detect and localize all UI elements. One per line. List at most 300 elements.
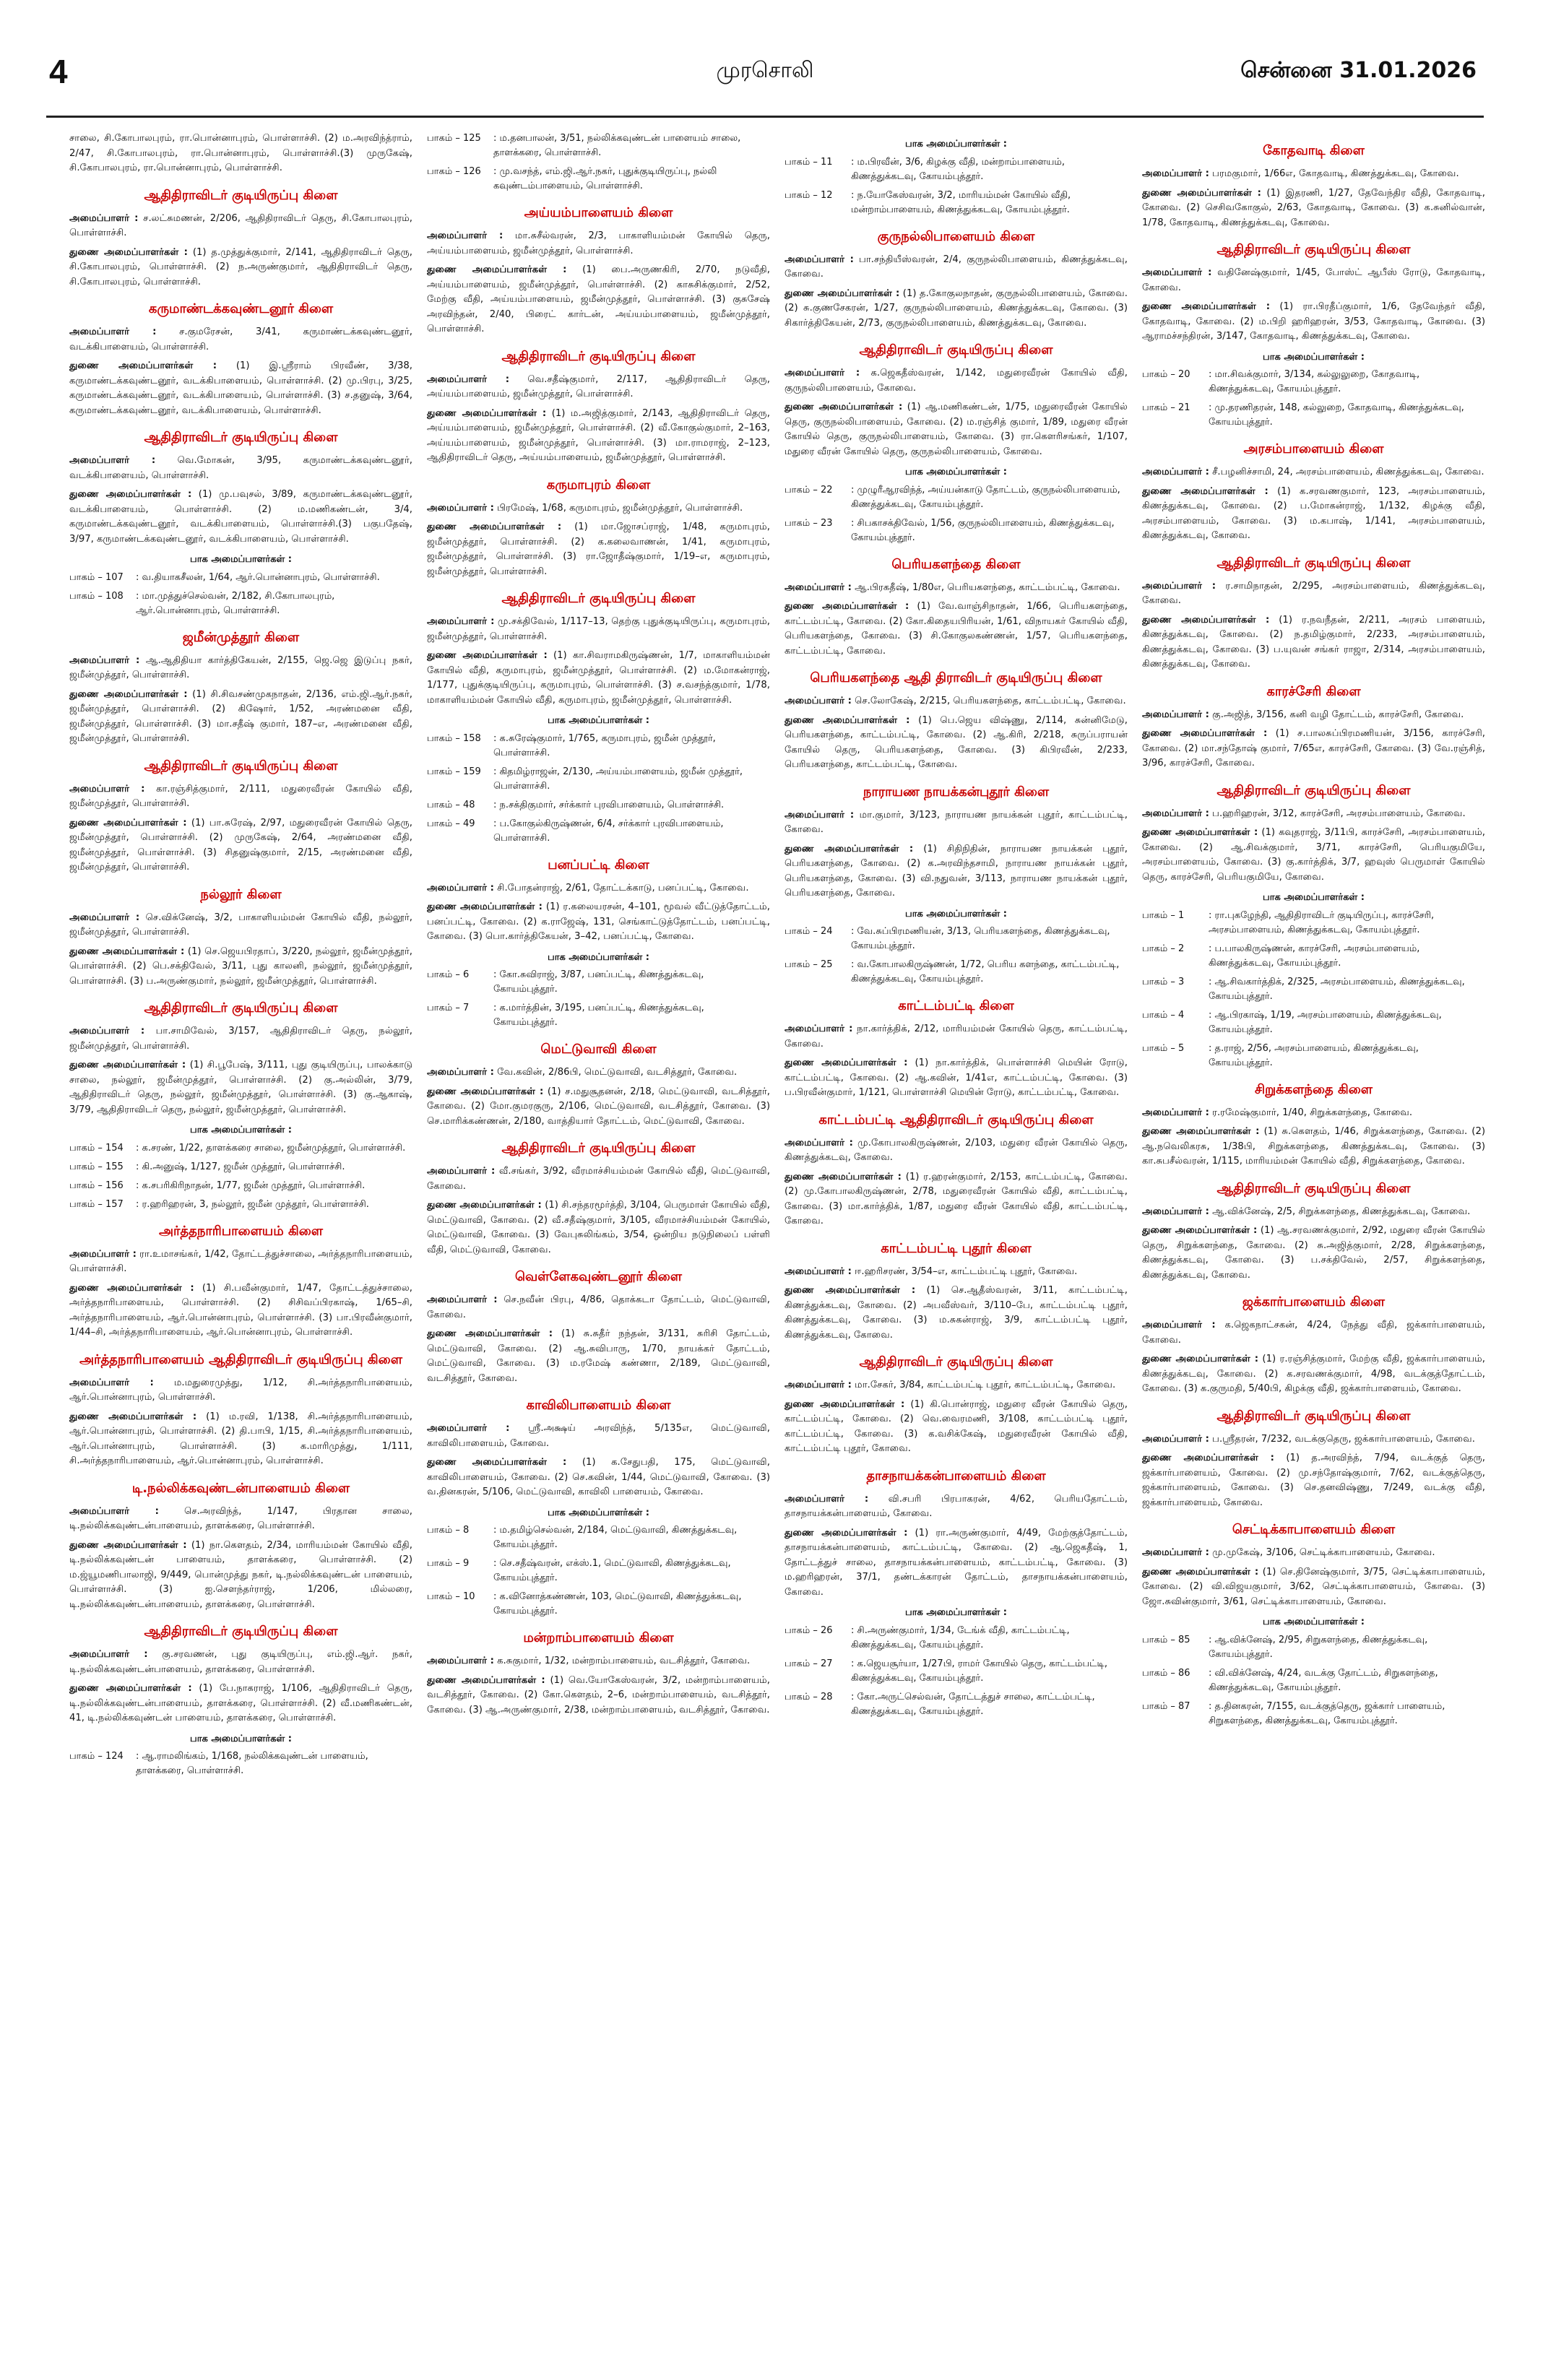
column-1 [69,131,412,2356]
office-bearer-entry [1142,1205,1485,1220]
booth-agent-details: : ஆ.விக்னேஷ், 2/95, சிறுகளந்தை, கிணத்துக்கடவு, கோயம்புத்தூர். [1209,1634,1428,1660]
header-rule [46,116,1484,118]
branch-heading: ஆதிதிராவிடர் குடியிருப்பு கிளை [144,187,338,203]
member-details: மா.சுசீல்வரன், 2/3, பாகாளியம்மன் கோயில் தெரு, அய்யம்பாளையம், ஜமீன்முத்தூர், பொள்ளாச்சி. [427,230,770,256]
office-bearer-entry [69,1539,412,1613]
role-label: அமைப்பாளர் : [1142,709,1209,720]
office-bearer-entry [1142,708,1485,723]
office-bearer-entry [69,688,412,747]
branch-heading: நாராயண நாயக்கன்புதூர் கிளை [863,784,1050,800]
office-bearer-entry [785,581,1128,596]
booth-agent-details: : க.வினோத்கண்ணன், 103, மெட்டுவாவி, கிணத்துக்கடவு, கோயம்புத்தூர். [493,1591,742,1617]
booth-number: பாகம் – 3 [1142,976,1185,987]
booth-entry [785,189,1128,217]
role-label: துணை அமைப்பாளர்கள் : [69,1539,187,1551]
office-bearer-entry [1142,579,1485,609]
branch-heading: டி.நல்லிக்கவுண்டன்பாளையம் கிளை [131,1480,350,1496]
office-bearer-entry [785,694,1128,709]
office-bearer-entry [785,1526,1128,1601]
office-bearer-entry [427,1198,770,1258]
office-bearer-entry [785,1056,1128,1101]
role-label: துணை அமைப்பாளர்கள் : [427,1328,553,1339]
member-details: மா.சேகர், 3/84, காட்டம்பட்டி புதூர், காட்டம்பட்டி, கோவை. [855,1380,1116,1390]
booth-entry [69,589,412,618]
role-label: அமைப்பாளர் : [69,212,139,224]
office-bearer-entry [785,287,1128,332]
role-label: துணை அமைப்பாளர்கள் : [69,360,217,371]
booth-entry [785,925,1128,953]
role-label: அமைப்பாளர் : [427,1423,510,1434]
member-details: சீ.பழனிச்சாமி, 24, அரசம்பாளையம், கிணத்துக்கடவு, கோவை. [1212,467,1484,477]
role-label: அமைப்பாளர் : [69,1377,154,1388]
booth-entry [427,968,770,997]
booth-agent-details: : ரா.புகழேந்தி, ஆதிதிராவிடர் குடியிருப்பு, காரச்சேரி, அரசம்பாளையம், கிணத்துக்கடவு, கோயம்புத்தூர். [1209,909,1435,935]
role-label: அமைப்பாளர் : [1142,1206,1209,1217]
branch-heading: ஆதிதிராவிடர் குடியிருப்பு கிளை [501,591,696,606]
role-label: துணை அமைப்பாளர்கள் : [427,264,567,275]
role-label: அமைப்பாளர் : [1142,1547,1209,1558]
role-label: துணை அமைப்பாளர்கள் : [1142,827,1258,838]
booth-agent-details: : க.மார்த்தின், 3/195, பனப்பட்டி, கிணத்துக்கடவு, கோயம்புத்தூர். [493,1003,704,1028]
member-details: (1) ர.ஹரன்குமார், 2/153, காட்டம்பட்டி, கோவை. (2) மு.கோபாலகிருஷ்ணன், 2/78, மதுரைவீரன் கோயில் வீதி, காட்டம்பட்டி, கோவை. (3) மா.கார்த்திக், 1/87, மதுரை வீரன் கோயில் வீதி, காட்டம்பட்டி, கோவை. [785,1171,1128,1226]
booth-entry [1142,1008,1485,1037]
member-details: ஆ.விக்னேஷ், 2/5, சிறுக்களந்தை, கிணத்துக்கடவு, கோவை. [1212,1206,1471,1217]
branch-heading: அர்த்தநாரிபாளையம் கிளை [158,1223,324,1239]
role-label: அமைப்பாளர் : [69,1505,159,1517]
booth-number: பாகம் – 86 [1142,1667,1190,1679]
booth-section-label: பாக அமைப்பாளர்கள் : [905,1607,1007,1618]
office-bearer-entry [785,1492,1128,1522]
role-label: துணை அமைப்பாளர்கள் : [785,287,900,299]
role-label: அமைப்பாளர் : [1142,267,1212,278]
branch-heading: ஜக்கார்பாளையம் கிளை [1242,1294,1386,1310]
office-bearer-entry [427,615,770,644]
booth-entry [785,1690,1128,1719]
office-bearer-entry [1142,826,1485,885]
booth-number: பாகம் – 87 [1142,1700,1190,1712]
role-label: அமைப்பாளர் : [785,1024,853,1034]
branch-heading: காட்டம்பட்டி ஆதிதிராவிடர் குடியிருப்பு கிளை [818,1112,1094,1128]
member-details: க.சுகுமார், 1/32, மன்றாம்பாளையம், வடசித்தூர், கோவை. [497,1656,751,1666]
role-label: துணை அமைப்பாளர்கள் : [427,901,543,912]
role-label: துணை அமைப்பாளர்கள் : [1142,301,1270,312]
booth-agent-details: : க.சபரிகிரிநாதன், 1/77, ஜமீன் முத்தூர், பொள்ளாச்சி. [136,1180,366,1191]
booth-entry [427,817,770,846]
booth-agent-details: : மு.வசந்த், எம்.ஜி.ஆர்.நகர், புதுக்குடியிருப்பு, நல்லி கவுண்டம்பாளையம், பொள்ளாச்சி. [493,166,717,191]
booth-number: பாகம் – 9 [427,1558,470,1569]
role-label: துணை அமைப்பாளர்கள் : [69,688,188,700]
booth-entry [1142,975,1485,1004]
office-bearer-entry [69,325,412,355]
role-label: அமைப்பாளர் : [69,1649,148,1660]
office-bearer-entry [785,253,1128,282]
member-details: (1) ஆ.சரவணக்குமார், 2/92, மதுரை வீரன் கோயில் தெரு, சிறுக்களந்தை, கோவை. (2) சு.அஜித்குமார், 2/28, சிறுக்களந்தை, கிணத்துக்கடவு, கோவை. (3) ப.சக்திவேல், 2/57, சிறுக்களந்தை, கிணத்துக்கடவு, கோவை. [1142,1225,1485,1281]
booth-agent-details: : வி.விக்னேஷ், 4/24, வடக்கு தோட்டம், சிறுகளந்தை, கிணத்துக்கடவு, கோயம்புத்தூர். [1209,1667,1438,1693]
office-bearer-entry [1142,807,1485,822]
member-details: (1) த.முத்துக்குமார், 2/141, ஆதிதிராவிடர் தெரு, சி.கோபாலபுரம், பொள்ளாச்சி. (2) ந.அருண்குமார், ஆதிதிராவிடர் தெரு, சி.கோபாலபுரம், பொள்ளாச்சி. [69,246,412,287]
role-label: அமைப்பாளர் : [785,1265,852,1277]
booth-agent-details: : மா.சிவக்குமார், 3/134, கல்லுலுறை, கோதவாடி, கிணத்துக்கடவு, கோயம்புத்தூர். [1209,369,1420,394]
office-bearer-entry [1142,613,1485,672]
office-bearer-entry [69,359,412,418]
office-bearer-entry [1142,1432,1485,1448]
booth-agent-details: : வே.சுப்பிரமணியன், 3/13, பெரியகளந்தை, கிணத்துக்கடவு, கோயம்புத்தூர். [851,926,1110,951]
booth-number: பாகம் – 11 [785,156,833,168]
member-details: (1) கா.சிவராமகிருஷ்ணன், 1/7, மாகாளியம்மன் கோயில் வீதி, கருமாபுரம், ஜமீன்முத்தூர், பொள்ளாச்சி. (2) ம.மோகன்ராஜ், 1/177, புதுக்குடியிருப்பு, கருமாபுரம், பொள்ளாச்சி. (3) ச.வசந்த்குமார், 1/78, மாகாளியம்மன் கோயில் வீதி, கருமாபுரம், ஜமீன்முத்தூர், பொள்ளாச்சி. [427,650,770,706]
office-bearer-entry [427,1421,770,1451]
member-details: (1) கி.பொன்ராஜ், மதுரை வீரன் கோயில் தெரு, காட்டம்பட்டி, கோவை. (2) வெ.வைரமணி, 3/108, காட்டம்பட்டி புதூர், காட்டம்பட்டி, கோவை. (3) க.வசிக்கேஷ், மதுரைவீரன் கோயில் வீதி, காட்டம்பட்டி புதூர், கோவை. [785,1398,1128,1454]
branch-heading: தாசநாயக்கன்பாளையம் கிளை [866,1468,1046,1484]
booth-agent-details: : வ.கோபாலகிருஷ்ணன், 1/72, பெரிய களந்தை, காட்டம்பட்டி, கிணத்துக்கடவு, கோயம்புத்தூர். [851,959,1120,985]
booth-entry [1142,1633,1485,1662]
member-details: ஆ.ஆதிதியா கார்த்திகேயன், 2/155, ஜெ.ஜெ இடுப்பு நகர், ஜமீன்முத்தூர், பொள்ளாச்சி. [69,654,412,680]
office-bearer-entry [69,1281,412,1341]
role-label: துணை அமைப்பாளர்கள் : [1142,485,1268,497]
member-details: வி.சபரி பிரபாகரன், 4/62, பெரியதோட்டம், தாசநாயக்கன்பாளையம், கோவை. [785,1493,1128,1519]
member-details: பரமகுமார், 1/66எ, கோதவாடி, கிணத்துக்கடவு, கோவை. [1212,168,1459,179]
role-label: துணை அமைப்பாளர்கள் : [785,601,909,612]
column-4 [1142,131,1485,2356]
booth-agent-details: : ம.தனபாலன், 3/51, நல்லிக்கவுண்டன் பாளையம் சாலை, தாளக்கரை, பொள்ளாச்சி. [493,133,741,158]
office-bearer-entry [785,808,1128,838]
booth-agent-details: : த.தினகரன், 7/155, வடக்குத்தெரு, ஜக்கார் பாளையம், சிறுகளந்தை, கிணத்துக்கடவு, கோயம்புத்தூர். [1209,1700,1445,1726]
office-bearer-entry [1142,1318,1485,1348]
member-details: ப.ஹரிஹரன், 3/12, காரச்சேரி, அரசம்பாளையம், கோவை. [1212,808,1466,819]
booth-entry [785,483,1128,512]
role-label: துணை அமைப்பாளர்கள் : [427,1200,542,1211]
role-label: துணை அமைப்பாளர்கள் : [785,402,903,412]
branch-heading: கோதவாடி கிளை [1263,143,1365,158]
role-label: அமைப்பாளர் : [69,654,140,666]
booth-entry [427,1557,770,1585]
role-label: அமைப்பாளர் : [69,912,140,923]
booth-number: பாகம் – 7 [427,1003,470,1013]
member-details: (1) ர.நவநீதன், 2/211, அரசம் பாளையம், கிணத்துக்கடவு, கோவை. (2) ந.தமிழ்குமார், 2/233, அரசம்பாளையம், கிணத்துக்கடவு, கோவை. (3) ப.யுவன் சங்கர் ராஜா, 2/314, அரசம்பாளையம், கிணத்துக்கடவு, கோவை. [1142,614,1485,670]
branch-heading: பெரியகளந்தை கிளை [891,556,1021,572]
booth-entry [1142,368,1485,397]
member-details: க.ஜெகநாட்சகன், 4/24, நேத்து வீதி, ஜக்கார்பாளையம், கோவை. [1142,1320,1485,1346]
member-details: (1) இ.ஸ்ரீராம் பிரவீண், 3/38, கருமாண்டக்கவுண்டனூர், வடக்கிபாளையம், பொள்ளாச்சி. (2) மு.பிரபு, 3/25, கருமாண்டக்கவுண்டனூர், வடக்கிபாளையம், பொள்ளாச்சி. (3) ச.தனுஷ், 3/64, கருமாண்டக்கவுண்டனூர், வடக்கிபாளையம், பொள்ளாச்சி. [69,360,412,416]
office-bearer-entry [427,501,770,516]
office-bearer-entry [427,1065,770,1081]
member-details: (1) க.சேதுபதி, 175, மெட்டுவாவி, காவிலிபாளையம், கோவை. (2) செ.கவின், 1/44, மெட்டுவாவி, கோவை. (3) வ.தினகரன், 5/106, மெட்டுவாவி, காவிலி பாளையம், கோவை. [427,1457,770,1497]
dateline: சென்னை 31.01.2026 [1240,58,1477,83]
booth-agent-details: : முழுரீஆரவிந்த், அய்யன்காடு தோட்டம், குருநல்லிபாளையம், கிணத்துக்கடவு, கோயம்புத்தூர். [851,484,1120,510]
member-details: ஆ.பிரகதீஷ், 1/80எ, பெரியகளந்தை, காட்டம்பட்டி, கோவை. [855,581,1120,593]
booth-entry [427,131,770,160]
member-details: வெ.மோகன், 3/95, கருமாண்டக்கவுண்டனூர், வடக்கிபாளையம், பொள்ளாச்சி. [69,455,412,481]
office-bearer-entry [427,900,770,945]
member-details: (1) த.அரவிந்த், 7/94, வடக்குத் தெரு, ஜக்கார்பாளையம், கோவை. (2) மு.சந்தோஷ்குமார், 7/62, வடக்குத்தெரு, ஜக்கார்பாளையம், கோவை. (3) செ.தனவிஷ்ணு, 7/249, வடக்கு வீதி, ஜக்கார்பாளையம், கோவை. [1142,1453,1485,1508]
role-label: துணை அமைப்பாளர்கள் : [785,1527,908,1539]
role-label: துணை அமைப்பாளர்கள் : [69,945,185,957]
role-label: அமைப்பாளர் : [69,455,156,466]
member-details: (1) செ.ஆதீஸ்வரன், 3/11, காட்டம்பட்டி, கிணத்துக்கடவு, கோவை. (2) அபவீஸ்வர், 3/110–பே, காட்டம்பட்டி புதூர், கிணத்துக்கடவு, கோவை. (3) ம.சுகன்ராஜ், 3/9, காட்டம்பட்டி புதூர், கிணத்துக்கடவு, கோவை. [785,1285,1128,1341]
member-details: (1) கவுதராஜ், 3/11பி, காரச்சேரி, அரசம்பாளையம், கோவை. (2) ஆ.சிவக்குமார், 3/71, காரச்சேரி, பெரியகுமியே, அரசம்பாளையம், கோவை. (3) கு.கார்த்திக், 3/7, ஹவுஸ் பெருமாள் கோயில் தெரு, காரச்சேரி, பெரியகுமியே, கோவை. [1142,827,1485,883]
member-details: மு.கோபாலகிருஷ்ணன், 2/103, மதுரை வீரன் கோயில் தெரு, கிணத்துக்கடவு, கோவை. [785,1137,1128,1163]
member-details: (1) நா.கார்த்திக், பொள்ளாச்சி மெயின் ரோடு, காட்டம்பட்டி, கோவை. (2) ஆ.கவின், 1/41எ, காட்டம்பட்டி, கோவை. (3) ப.பிரவீன்குமார், 1/121, பொள்ளாச்சி மெயின் ரோடு, காட்டம்பட்டி, கோவை. [785,1057,1128,1098]
role-label: துணை அமைப்பாளர்கள் : [427,1674,545,1686]
member-details: (1) ரா.பிரதீப்குமார், 1/6, தேவேந்தர் வீதி, கோதவாடி, கோவை. (2) ம.பிறி ஹரிஹரன், 3/53, கோதவாடி, கோவை. (3) ஆராமச்சந்திரன், 3/147, கோதவாடி, கிணத்துக்கடவு, கோவை. [1142,301,1485,342]
role-label: துணை அமைப்பாளர்கள் : [69,246,188,258]
booth-agent-details: : செ.சதீஷ்வரன், எக்ஸ்.1, மெட்டுவாவி, கிணத்துக்கடவு, கோயம்புத்தூர். [493,1558,731,1583]
booth-number: பாகம் – 108 [69,590,124,602]
role-label: அமைப்பாளர் : [1142,1320,1216,1330]
newspaper-name: முரசொலி [716,58,814,83]
booth-agent-details: : ஆ.பிரகாஷ், 1/19, அரசம்பாளையம், கிணத்துக்கடவு, கோயம்புத்தூர். [1209,1009,1442,1035]
booth-number: பாகம் – 159 [427,766,481,777]
member-details: (1) பெ.ஜெய விஷ்ணு, 2/114, சுன்னிமேடு, பெரியகளந்தை, காட்டம்பட்டி, கோவை. (2) ஆ.கிரி, 2/218, சுருப்பராயன் கோயில் தெரு, பெரியகளந்தை, கோவை. (3) கிபிரவீன், 2/233, பெரியகளந்தை, காட்டம்பட்டி, கோவை. [785,714,1128,770]
office-bearer-entry [785,366,1128,396]
member-details: செ.லோகேஷ், 2/215, பெரியகளந்தை, காட்டம்பட்டி, கோவை. [855,696,1126,706]
booth-number: பாகம் – 124 [69,1751,124,1762]
booth-entry [785,155,1128,184]
branch-heading: காட்டம்பட்டி புதூர் கிளை [881,1240,1032,1256]
member-details: (1) ஆ.மணிகண்டன், 1/75, மதுரைவீரன் கோயில் தெரு, குருநல்லிபாளையம், கோவை. (2) ம.ரஞ்சித் குமார், 1/89, மதுரை வீரன் கோயில் தெரு, குருநல்லிபாளையம், கோவை. (3) ரா.கௌரிசங்கர், 1/107, மதுரை வீரன் கோயில் தெரு, குருநல்லிபாளையம், கோவை. [785,402,1128,457]
role-label: அமைப்பாளர் : [1142,168,1209,179]
office-bearer-entry [785,400,1128,459]
office-bearer-entry [1142,485,1485,544]
office-bearer-entry [69,782,412,812]
member-details: செ.நவீன் பிரபு, 4/86, தொக்கடா தோட்டம், மெட்டுவாவி, கோவை. [427,1294,770,1320]
member-details: ஈ.ஹரிசரண், 3/54–எ, காட்டம்பட்டி புதூர், கோவை. [855,1265,1078,1277]
office-bearer-entry [69,246,412,290]
branch-heading: வெள்ளேகவுண்டனூர் கிளை [515,1269,682,1284]
member-details: (1) ச.மதுசூதனன், 2/18, மெட்டுவாவி, வடசித்தூர், கோவை. (2) மோ.குமரகுரு, 2/106, மெட்டுவாவி, வடசித்தூர், கோவை. (3) செ.மாரிக்கண்ணன், 2/180, வாத்தியார் தோட்டம், மெட்டுவாவி, கோவை. [427,1086,770,1127]
member-details: (1) க.சரவணகுமார், 123, அரசம்பாளையம், கிணத்துக்கடவு, கோவை. (2) ப.மோகன்ராஜ், 1/132, கிழக்கு வீதி, அரசம்பாளையம், கோவை. (3) ம.கபாஷ், 1/141, அரசம்பாளையம், கிணத்துக்கடவு, கோவை. [1142,485,1485,541]
member-details: (1) சிதிநிதின், நாராயண நாயக்கன் புதூர், பெரியகளந்தை, கோவை. (2) க.அரவிந்தசாமி, நாராயண நாயக்கன் புதூர், பெரியகளந்தை, கோவை. (3) வி.நதுவன், 3/113, நாராயண நாயக்கன் புதூர், பெரியகளந்தை, கோவை. [785,843,1128,899]
member-details: (1) சி.பவீன்குமார், 1/47, தோட்டத்துச்சாலை, அர்த்தநாரிபாளையம், பொள்ளாச்சி. (2) சிசிவப்பிரகாஷ், 1/65–சி, அர்த்தநாரிபாளையம், ஆர்.பொன்னாபுரம், பொள்ளாச்சி. (3) பா.பிரவீன்குமார், 1/44–சி, அர்த்தநாரிபாளையம், ஆர்.பொன்னாபுரம், பொள்ளாச்சி. [69,1282,412,1338]
role-label: துணை அமைப்பாளர்கள் : [427,1086,544,1097]
office-bearer-entry [69,1682,412,1726]
booth-entry [785,1657,1128,1686]
member-details: சி.போதன்ராஜ், 2/61, தோட்டக்காடு, பனப்பட்டி, கோவை. [497,882,749,893]
member-details: (1) ர.கலையரசன், 4–101, மூவல் வீட்டுத்தோட்டம், பனப்பட்டி, கோவை. (2) க.ராஜேஷ், 131, செங்காட்டுத்தோட்டம், பனப்பட்டி, கோவை. (3) பொ.கார்த்திகேயன், 3–42, பனப்பட்டி, கோவை. [427,901,770,942]
role-label: துணை அமைப்பாளர்கள் : [785,714,910,726]
booth-agent-details: : ஆ.சிவகார்த்திக், 2/325, அரசம்பாளையம், கிணத்துக்கடவு, கோயம்புத்தூர். [1209,976,1465,1002]
booth-entry [69,1179,412,1193]
branch-heading: ஆதிதிராவிடர் குடியிருப்பு கிளை [1216,1180,1411,1196]
office-bearer-entry [1142,186,1485,231]
office-bearer-entry [1142,727,1485,771]
office-bearer-entry [785,1284,1128,1343]
office-bearer-entry [69,1058,412,1117]
booth-section-label: பாக அமைப்பாளர்கள் : [1263,892,1365,903]
booth-section-label: பாக அமைப்பாளர்கள் : [190,554,292,565]
office-bearer-entry [1142,1451,1485,1510]
booth-section-label: பாக அமைப்பாளர்கள் : [1263,1617,1365,1627]
booth-number: பாகம் – 12 [785,189,833,201]
office-bearer-entry [69,654,412,683]
member-details: (1) ரா.அருண்குமார், 4/49, மேற்குத்தோட்டம், தாசநாயக்கன்பாளையம், காட்டம்பட்டி, கோவை. (2) ஆ.ஜெகதீஷ், 1, தோட்டத்துச் சாலை, தாசநாயக்கன்பாளையம், காட்டம்பட்டி, கோவை. (3) ம.ஹரிஹரன், 37/1, தண்டக்காரன் தோட்டம், தாசநாயக்கன்பாளையம், கோவை. [785,1527,1128,1598]
booth-agent-details: : சி.அருண்குமார், 1/34, டேங்க் வீதி, காட்டம்பட்டி, கிணத்துக்கடவு, கோயம்புத்தூர். [851,1624,1070,1650]
branch-heading: காரச்சேரி கிளை [1266,683,1361,699]
booth-agent-details: : மா.முத்துச்செல்வன், 2/182, சி.கோபாலபுரம், ஆர்.பொன்னாபுரம், பொள்ளாச்சி. [136,590,335,616]
booth-number: பாகம் – 2 [1142,943,1185,954]
role-label: துணை அமைப்பாளர்கள் : [427,1457,567,1468]
office-bearer-entry [785,1136,1128,1166]
member-details: (1) செ.தினேஷ்குமார், 3/75, செட்டிக்காபாளையம், கோவை. (2) வி.விஜயகுமார், 3/62, செட்டிக்காபாளையம், கோவை. (3) ஜோ.சுவின்குமார், 3/61, செட்டிக்காபாளையம், கோவை. [1142,1566,1485,1607]
booth-agent-details: : ம.தமிழ்செல்வன், 2/184, மெட்டுவாவி, கிணத்துக்கடவு, கோயம்புத்தூர். [493,1525,738,1550]
role-label: அமைப்பாளர் : [1142,1107,1209,1118]
booth-entry [427,1590,770,1619]
member-details: க.ஜெகதீஸ்வரன், 1/142, மதுரைவீரன் கோயில் வீதி, குருநல்லிபாளையம், கோவை. [785,368,1128,394]
branch-heading: ஆதிதிராவிடர் குடியிருப்பு கிளை [859,342,1053,358]
member-details: கா.ரஞ்சித்குமார், 2/111, மதுரைவீரன் கோயில் வீதி, ஜமீன்முத்தூர், பொள்ளாச்சி. [69,783,412,809]
role-label: அமைப்பாளர் : [427,882,494,893]
member-details: ர.சாமிநாதன், 2/295, அரசம்பாளையம், கிணத்துக்கடவு, கோவை. [1142,580,1485,606]
branch-heading: ஜமீன்முத்தூர் கிளை [182,629,300,645]
office-bearer-entry [69,1376,412,1406]
member-details: பிரமேஷ், 1/68, கருமாபுரம், ஜமீன்முத்தூர், பொள்ளாச்சி. [497,502,743,514]
role-label: அமைப்பாளர் : [427,616,495,627]
member-details: (1) வெ.யோகேஸ்வரன், 3/2, மன்றாம்பாளையம், வடசித்தூர், கோவை. (2) கோ.கௌதம், 2–6, மன்றாம்பாளையம், வடசித்தூர், கோவை. (3) ஆ.அருண்குமார், 2/38, மன்றாம்பாளையம், வடசித்தூர், கோவை. [427,1674,770,1715]
member-details: ரா.உமாசங்கர், 1/42, தோட்டத்துச்சாலை, அர்த்தநாரிபாளையம், பொள்ளாச்சி. [69,1248,412,1274]
branch-heading: நல்லூர் கிளை [200,886,282,902]
booth-entry [1142,909,1485,938]
member-details: (1) ம.ரவி, 1/138, சி.அர்த்தநாரிபாளையம், ஆர்.பொன்னாபுரம், பொள்ளாச்சி. (2) தி.பாபி, 1/15, சி.அர்த்தநாரிபாளையம், ஆர்.பொன்னாபுரம், பொள்ளாச்சி. (3) க.மாரிமுத்து, 1/111, சி.அர்த்தநாரிபாளையம், ஆர்.பொன்னாபுரம், பொள்ளாச்சி. [69,1411,412,1466]
booth-number: பாகம் – 125 [427,133,481,144]
booth-agent-details: : கிதமிழ்ராஜன், 2/130, அய்யம்பாளையம், ஜமீன் முத்தூர், பொள்ளாச்சி. [493,766,743,792]
booth-section-label: பாக அமைப்பாளர்கள் : [190,1125,292,1135]
office-bearer-entry [785,1265,1128,1280]
branch-heading: ஆதிதிராவிடர் குடியிருப்பு கிளை [144,758,338,774]
member-details: ச.குமரேசன், 3/41, கருமாண்டக்கவுண்டனூர், வடக்கிபாளையம், பொள்ளாச்சி. [69,326,412,352]
booth-section-label: பாக அமைப்பாளர்கள் : [905,908,1007,919]
booth-number: பாகம் – 10 [427,1591,475,1602]
booth-number: பாகம் – 6 [427,969,470,980]
member-details: வதினேஷ்குமார், 1/45, போஸ்ட் ஆபீஸ் ரோடு, கோதவாடி, கோவை. [1142,267,1485,293]
role-label: துணை அமைப்பாளர்கள் : [427,650,548,661]
office-bearer-entry [785,842,1128,901]
office-bearer-entry [785,1398,1128,1457]
role-label: அமைப்பாளர் : [69,1248,137,1260]
office-bearer-entry [69,1410,412,1469]
role-label: அமைப்பாளர் : [785,696,852,706]
role-label: அமைப்பாளர் : [1142,467,1209,477]
office-bearer-entry [785,714,1128,773]
office-bearer-entry [69,911,412,940]
office-bearer-entry [427,1164,770,1194]
booth-number: பாகம் – 126 [427,166,481,177]
role-label: அமைப்பாளர் : [427,1166,496,1177]
booth-number: பாகம் – 25 [785,959,833,970]
booth-section-label: பாக அமைப்பாளர்கள் : [548,1507,649,1518]
booth-agent-details: : க.ஜெயசூர்யா, 1/27பி, ராமர் கோயில் தெரு, காட்டம்பட்டி, கிணத்துக்கடவு, கோயம்புத்தூர். [851,1658,1107,1684]
role-label: அமைப்பாளர் : [785,1493,869,1505]
branch-heading: அரசம்பாளையம் கிளை [1243,441,1384,456]
office-bearer-entry [69,212,412,241]
role-label: துணை அமைப்பாளர்கள் : [427,522,562,532]
member-details: பா.சாமிவேல், 3/157, ஆதிதிராவிடர் தெரு, நல்லூர், ஜமீன்முத்தூர், பொள்ளாச்சி. [69,1026,412,1052]
member-details: ர.ரமேஷ்குமார், 1/40, சிறுக்களந்தை, கோவை. [1212,1107,1413,1118]
role-label: அமைப்பாளர் : [427,1656,494,1666]
role-label: துணை அமைப்பாளர்கள் : [69,1282,194,1294]
member-details: வீ.சங்கர், 3/92, வீரமாச்சியம்மன் கோயில் வீதி, மெட்டுவாவி, கோவை. [427,1166,770,1192]
office-bearer-entry [427,1455,770,1500]
member-details: ம.மதுரைமுத்து, 1/12, சி.அர்த்தநாரிபாளையம், ஆர்.பொன்னாபுரம், பொள்ளாச்சி. [69,1377,412,1403]
member-details: மு.முகேஷ், 3/106, செட்டிக்காபாளையம், கோவை. [1212,1547,1435,1558]
booth-section-label: பாக அமைப்பாளர்கள் : [905,139,1007,150]
office-bearer-entry [1142,1106,1485,1121]
booth-section-label: பாக அமைப்பாளர்கள் : [190,1733,292,1744]
booth-number: பாகம் – 156 [69,1180,124,1191]
booth-section-label: பாக அமைப்பாளர்கள் : [1263,351,1365,363]
office-bearer-entry [69,945,412,990]
booth-entry [427,1523,770,1552]
booth-agent-details: : வ.தியாகசீலன், 1/64, ஆர்.பொன்னாபுரம், பொள்ளாச்சி. [136,571,380,583]
booth-agent-details: : ர.ஹரிஹரன், 3, நல்லூர், ஜமீன் முத்தூர், பொள்ளாச்சி. [136,1198,369,1210]
branch-heading: காவிலிபாளையம் கிளை [526,1398,671,1413]
role-label: அமைப்பாளர் : [427,1294,498,1305]
member-details: (1) பே.நாகராஜ், 1/106, ஆதிதிராவிடர் தெரு, டி.நல்லிக்கவுண்டன்பாளையம், தாளக்கரை, பொள்ளாச்சி. (2) வீ.மணிகண்டன், 41, டி.நல்லிக்கவுண்டன் பாளையம், தாளக்கரை, பொள்ளாச்சி. [69,1683,412,1723]
office-bearer-entry [1142,266,1485,295]
booth-number: பாகம் – 158 [427,732,481,744]
member-details: (1) நா.கௌதம், 2/34, மாரியம்மன் கோயில் வீதி, டி.நல்லிக்கவுண்டன் பாளையம், தாளக்கரை, பொள்ளாச்சி. (2) ம.ஜ்யூமணிபாலாஜி, 9/449, பொன்முத்து நகர், டி.நல்லிக்கவுண்டன் பாளையம், பொள்ளாச்சி. (3) ஐ.சௌந்தர்ராஜ், 1/206, மில்லரை, டி.நல்லிக்கவுண்டன்பாளையம், தாளக்கரை, பொள்ளாச்சி. [69,1539,412,1610]
branch-heading: பனப்பட்டி கிளை [548,857,649,873]
member-details: (1) வே.வாஞ்சிநாதன், 1/66, பெரியகளந்தை, காட்டம்பட்டி, கோவை. (2) கோ.கிதையபிரியன், 1/61, விநாயகர் கோயில் வீதி, பெரியகளந்தை, கோவை. (3) சி.கோகுலகண்ணன், 1/57, பெரியகளந்தை, காட்டம்பட்டி, கோவை. [785,601,1128,657]
role-label: துணை அமைப்பாளர்கள் : [69,817,187,828]
masthead [46,52,1484,103]
booth-entry [427,765,770,794]
branch-heading: ஆதிதிராவிடர் குடியிருப்பு கிளை [144,1624,338,1639]
role-label: அமைப்பாளர் : [785,809,855,821]
continued-text: சாலை, சி.கோபாலபுரம், ரா.பொன்னாபுரம், பொள்ளாச்சி. (2) ம.அரவிந்த்ராம், 2/47, சி.கோபாலபுரம், ரா.பொன்னாபுரம், பொள்ளாச்சி.(3) முருகேஷ், சி.கோபாலபுரம், ரா.பொன்னாபுரம், பொள்ளாச்சி. [69,133,412,173]
branch-heading: மெட்டுவாவி கிளை [540,1042,657,1057]
branch-heading: கருமாபுரம் கிளை [546,477,651,493]
branch-heading: ஆதிதிராவிடர் குடியிருப்பு கிளை [1216,1408,1411,1424]
member-details: (1) சி.சந்தரமூர்த்தி, 3/104, பெருமாள் கோயில் வீதி, மெட்டுவாவி, கோவை. (2) வீ.சதீஷ்குமார், 3/105, வீரமாச்சியம்மன் கோயில், மெட்டுவாவி, கோவை. (3) வேபுசுலிங்கம், 3/54, ஒன்றிய நடுநிலைப் பள்ளி வீதி, மெட்டுவாவி, கோவை. [427,1200,770,1255]
role-label: அமைப்பாளர் : [1142,580,1216,592]
office-bearer-entry [427,263,770,337]
role-label: அமைப்பாளர் : [427,1067,494,1078]
member-details: கு.சரவணன், புது குடியிருப்பு, எம்.ஜி.ஆர். நகர், டி.நல்லிக்கவுண்டன்பாளையம், தாளக்கரை, பொள்ளாச்சி. [69,1649,412,1675]
member-details: மா.குமார், 3/123, நாராயண நாயக்கன் புதூர், காட்டம்பட்டி, கோவை. [785,809,1128,835]
branch-heading: குருநல்லிபாளையம் கிளை [877,228,1035,244]
member-details: (1) ர.ரஞ்சித்குமார், மேற்கு வீதி, ஜக்கார்பாளையம், கிணத்துக்கடவு, கோவை. (2) க.சரவணக்குமார், 4/98, வடக்குத்தோட்டம், கோவை. (3) க.குருமதி, 5/40பி, கிழக்கு வீதி, ஜக்கார்பாளையம், கோவை. [1142,1354,1485,1394]
booth-entry [69,1198,412,1212]
office-bearer-entry [785,1170,1128,1229]
office-bearer-entry [69,1648,412,1677]
member-details: செ.அரவிந்த், 1/147, பிரதான சாலை, டி.நல்லிக்கவுண்டன்பாளையம், தாளக்கரை, பொள்ளாச்சி. [69,1505,412,1531]
member-details: (1) பா.சுரேஷ், 2/97, மதுரைவீரன் கோயில் தெரு, ஜமீன்முத்தூர், பொள்ளாச்சி. (2) முருகேஷ், 2/64, அரண்மனை வீதி, ஜமீன்முத்தூர், பொள்ளாச்சி. (3) சிதனுஷ்குமார், 2/15, அரண்மனை வீதி, ஜமீன்முத்தூர், பொள்ளாச்சி. [69,817,412,873]
role-label: துணை அமைப்பாளர்கள் : [1142,728,1268,739]
booth-entry [785,1624,1128,1653]
booth-number: பாகம் – 20 [1142,369,1190,380]
member-details: (1) த.கோகுலநாதன், குருநல்லிபாளையம், கோவை. (2) சு.குணசேகரன், 1/27, குருநல்லிபாளையம், கிணத்துக்கடவு, கோவை. (3) சிகார்த்திகேயன், 2/73, குருநல்லிபாளையம், கிணத்துக்கடவு, கோவை. [785,287,1128,329]
booth-entry [69,571,412,585]
branch-heading: ஆதிதிராவிடர் குடியிருப்பு கிளை [144,1000,338,1016]
booth-entry [69,1160,412,1174]
booth-agent-details: : கோ.அருட்செல்வன், தோட்டத்துச் சாலை, காட்டம்பட்டி, கிணத்துக்கடவு, கோயம்புத்தூர். [851,1691,1095,1717]
role-label: துணை அமைப்பாளர்கள் : [1142,187,1261,199]
booth-agent-details: : ம.பிரவீன், 3/6, கிழக்கு வீதி, மன்றாம்பாளையம், கிணத்துக்கடவு, கோயம்புத்தூர். [851,156,1065,182]
booth-agent-details: : க.சரண், 1/22, தாளக்கரை சாலை, ஜமீன்முத்தூர், பொள்ளாச்சி. [136,1142,406,1154]
member-details: (1) சு.கௌதம், 1/46, சிறுக்களந்தை, கோவை. (2) ஆ.நவெலிகரசு, 1/38பி, சிறுக்களந்தை, கிணத்துக்கடவு, கோவை. (3) கா.சுபசீல்வரன், 1/115, மாரியம்மன் கோயில் வீதி, சிறுக்களந்தை, கோவை. [1142,1126,1485,1167]
column-2 [427,131,770,2356]
office-bearer-entry [427,881,770,896]
office-bearer-entry [69,488,412,547]
member-details: (1) இதரணி, 1/27, தேவேந்திர வீதி, கோதவாடி, கோவை. (2) செசிவகோகுல், 2/63, கோதவாடி, கோவை. (3) க.சுனில்வான், 1/78, கோதவாடி, கிணத்துக்கடவு, கோவை. [1142,187,1485,228]
booth-agent-details: : சிபகாசக்திவேல், 1/56, குருநல்லிபாளையம், கிணத்துக்கடவு, கோயம்புத்தூர். [851,517,1115,543]
booth-section-label: பாக அமைப்பாளர்கள் : [548,951,649,963]
role-label: துணை அமைப்பாளர்கள் : [69,1683,192,1694]
member-details: வே.கவின், 2/86பி, மெட்டுவாவி, வடசித்தூர், கோவை. [497,1067,738,1078]
column-3 [785,131,1128,2356]
booth-number: பாகம் – 48 [427,799,475,810]
role-label: துணை அமைப்பாளர்கள் : [69,489,192,500]
booth-number: பாகம் – 23 [785,517,833,529]
